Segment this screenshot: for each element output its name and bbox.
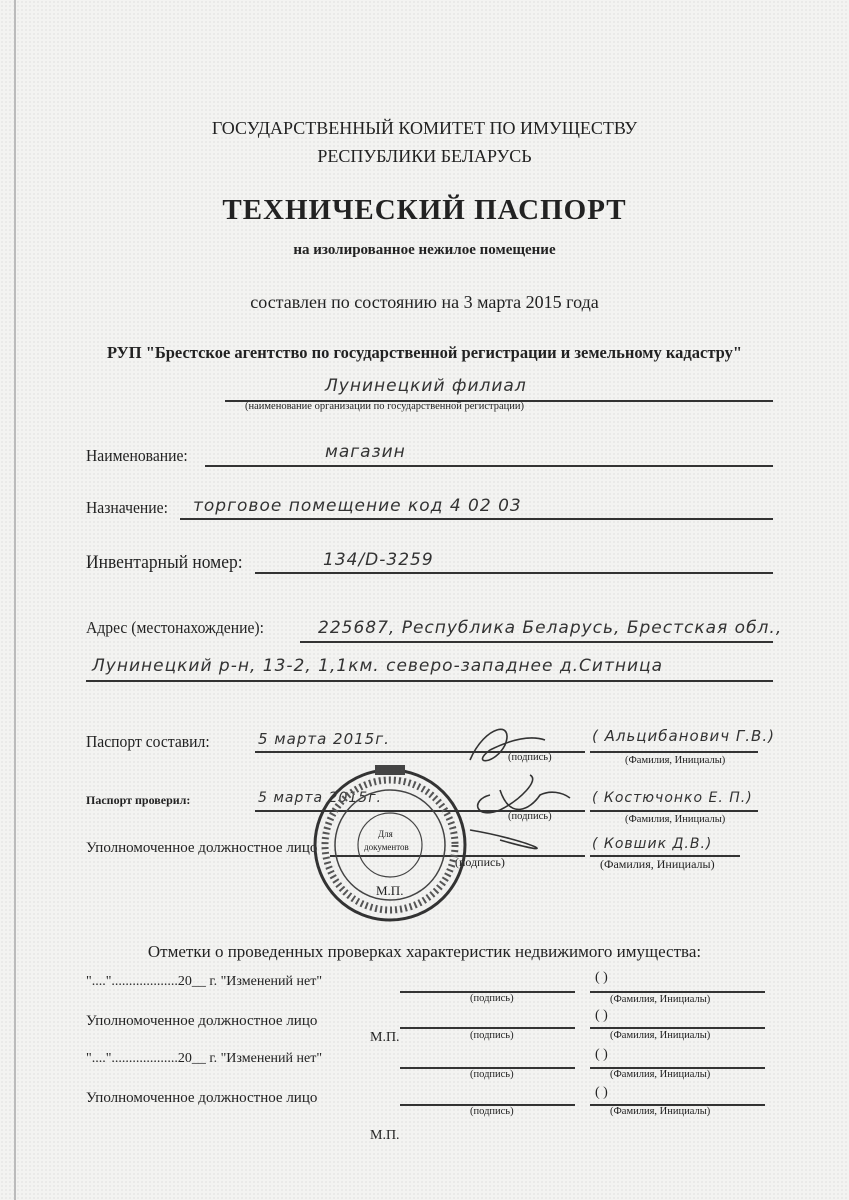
header-line1: ГОСУДАРСТВЕННЫЙ КОМИТЕТ ПО ИМУЩЕСТВУ (211, 118, 638, 138)
name-paren: ( ) (595, 970, 608, 985)
checked-name-caption: (Фамилия, Инициалы) (625, 814, 726, 825)
checked-label: Паспорт проверил: (86, 793, 191, 807)
name-caption: (Фамилия, Инициалы) (610, 1106, 711, 1117)
official-label: Уполномоченное должностное лицо (86, 840, 318, 856)
sign-caption: (подпись) (470, 1069, 514, 1080)
check-date-line-2: "...."...................20__ г. "Изменений нет" (86, 1051, 323, 1066)
check-official-1: Уполномоченное должностное лицо (86, 1013, 318, 1029)
sign-caption: (подпись) (470, 1030, 514, 1041)
page-edge (14, 0, 16, 1200)
subtitle: на изолированное нежилое помещение (293, 242, 556, 258)
name-label: Наименование: (86, 446, 188, 465)
name-paren: ( ) (595, 1008, 608, 1023)
purpose-value: торговое помещение код 4 02 03 (193, 496, 522, 516)
branch-value: Лунинецкий филиал (325, 376, 527, 396)
mp-mark-1: М.П. (370, 1030, 400, 1045)
checked-date: 5 марта 2015г. (258, 790, 383, 806)
address-line2: Лунинецкий р-н, 13-2, 1,1км. северо-западнее д.Ситница (92, 656, 664, 676)
address-line1: 225687, Республика Беларусь, Брестская обл., (318, 618, 783, 638)
mp-mark-2: М.П. (370, 1128, 400, 1143)
check-date-line-1: "...."...................20__ г. "Изменений нет" (86, 974, 323, 989)
compiled-date: 5 марта 2015г. (258, 730, 390, 748)
official-sign-caption: (подпись) (455, 855, 505, 869)
compiled-sign-caption: (подпись) (508, 752, 552, 763)
name-caption: (Фамилия, Инициалы) (610, 1069, 711, 1080)
as-of-date: составлен по состоянию на 3 марта 2015 года (250, 292, 599, 312)
inventory-value: 134/D-3259 (323, 550, 434, 570)
name-value: магазин (325, 442, 406, 462)
name-paren: ( ) (595, 1047, 608, 1062)
stamp-center-line1: Для (378, 829, 393, 839)
checked-name: ( Костючонко Е. П.) (592, 790, 753, 806)
page-title: ТЕХНИЧЕСКИЙ ПАСПОРТ (222, 194, 627, 226)
branch-caption: (наименование организации по государственной регистрации) (245, 401, 524, 412)
address-label: Адрес (местонахождение): (86, 618, 264, 637)
name-caption: (Фамилия, Инициалы) (610, 1030, 711, 1041)
purpose-label: Назначение: (86, 498, 168, 517)
name-caption: (Фамилия, Инициалы) (610, 994, 711, 1005)
stamp-mp: М.П. (376, 883, 404, 898)
signatures-and-stamp (300, 720, 770, 940)
checks-heading: Отметки о проведенных проверках характеристик недвижимого имущества: (147, 942, 702, 961)
compiled-name-caption: (Фамилия, Инициалы) (625, 755, 726, 766)
stamp-center-line2: документов (364, 842, 409, 852)
header-line2: РЕСПУБЛИКИ БЕЛАРУСЬ (317, 146, 532, 166)
checked-sign-caption: (подпись) (508, 811, 552, 822)
handwritten-signature-icon (470, 729, 570, 848)
name-paren: ( ) (595, 1085, 608, 1100)
official-name: ( Ковшик Д.В.) (592, 836, 713, 852)
sign-caption: (подпись) (470, 993, 514, 1004)
compiled-name: ( Альцибанович Г.В.) (592, 727, 775, 745)
inventory-label: Инвентарный номер: (86, 552, 243, 573)
official-name-caption: (Фамилия, Инициалы) (600, 857, 715, 871)
sign-caption: (подпись) (470, 1106, 514, 1117)
check-official-2: Уполномоченное должностное лицо (86, 1090, 318, 1106)
compiled-label: Паспорт составил: (86, 732, 210, 751)
agency-name: РУП "Брестское агентство по государственной регистрации и земельному кадастру" (106, 343, 743, 362)
